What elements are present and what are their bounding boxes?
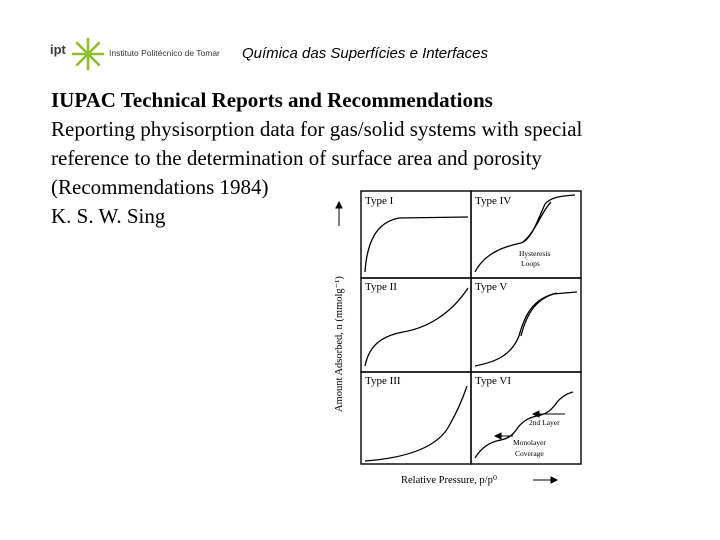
report-heading: IUPAC Technical Reports and Recommendations	[51, 88, 493, 112]
logo-institution-name: Instituto Politécnico de Tomar	[109, 48, 220, 58]
panel-label-type2: Type II	[365, 281, 397, 293]
panel-label-type5: Type V	[475, 281, 508, 293]
monolayer-annotation: Monolayer	[513, 438, 546, 447]
panel-label-type4: Type IV	[475, 195, 512, 207]
text-line: Reporting physisorption data for gas/solid systems with special	[51, 117, 583, 141]
isotherm-figure	[325, 186, 587, 492]
text-line: (Recommendations 1984)	[51, 175, 269, 199]
x-axis-label: Relative Pressure, p/p⁰	[401, 475, 498, 486]
panel-label-type3: Type III	[365, 375, 401, 387]
institution-logo	[46, 34, 228, 76]
isotherm-curve-type5	[475, 292, 577, 366]
hysteresis-annotation: Loops	[521, 259, 540, 268]
hysteresis-annotation: Hysteresis	[519, 249, 551, 258]
sunburst-logo-icon	[70, 36, 106, 72]
isotherm-curve-type1	[365, 217, 468, 272]
monolayer-annotation: Coverage	[515, 449, 544, 458]
isotherm-curve-type3	[365, 386, 467, 461]
panel-label-type6: Type VI	[475, 375, 511, 387]
second-layer-annotation: 2nd Layer	[529, 418, 560, 427]
slide-title: Química das Superfícies e Interfaces	[242, 45, 488, 62]
y-axis-label: Amount Adsorbed, n (mmolg⁻¹)	[334, 276, 345, 412]
y-axis-arrow-icon	[336, 202, 342, 226]
text-line: reference to the determination of surface area and porosity	[51, 146, 542, 170]
logo-abbrev: ipt	[50, 42, 66, 57]
author-line: K. S. W. Sing	[51, 204, 166, 228]
isotherm-curve-type2	[365, 288, 468, 366]
panel-label-type1: Type I	[365, 195, 394, 207]
x-axis-arrow-icon	[533, 477, 557, 483]
isotherm-hysteresis-branch	[521, 293, 557, 336]
